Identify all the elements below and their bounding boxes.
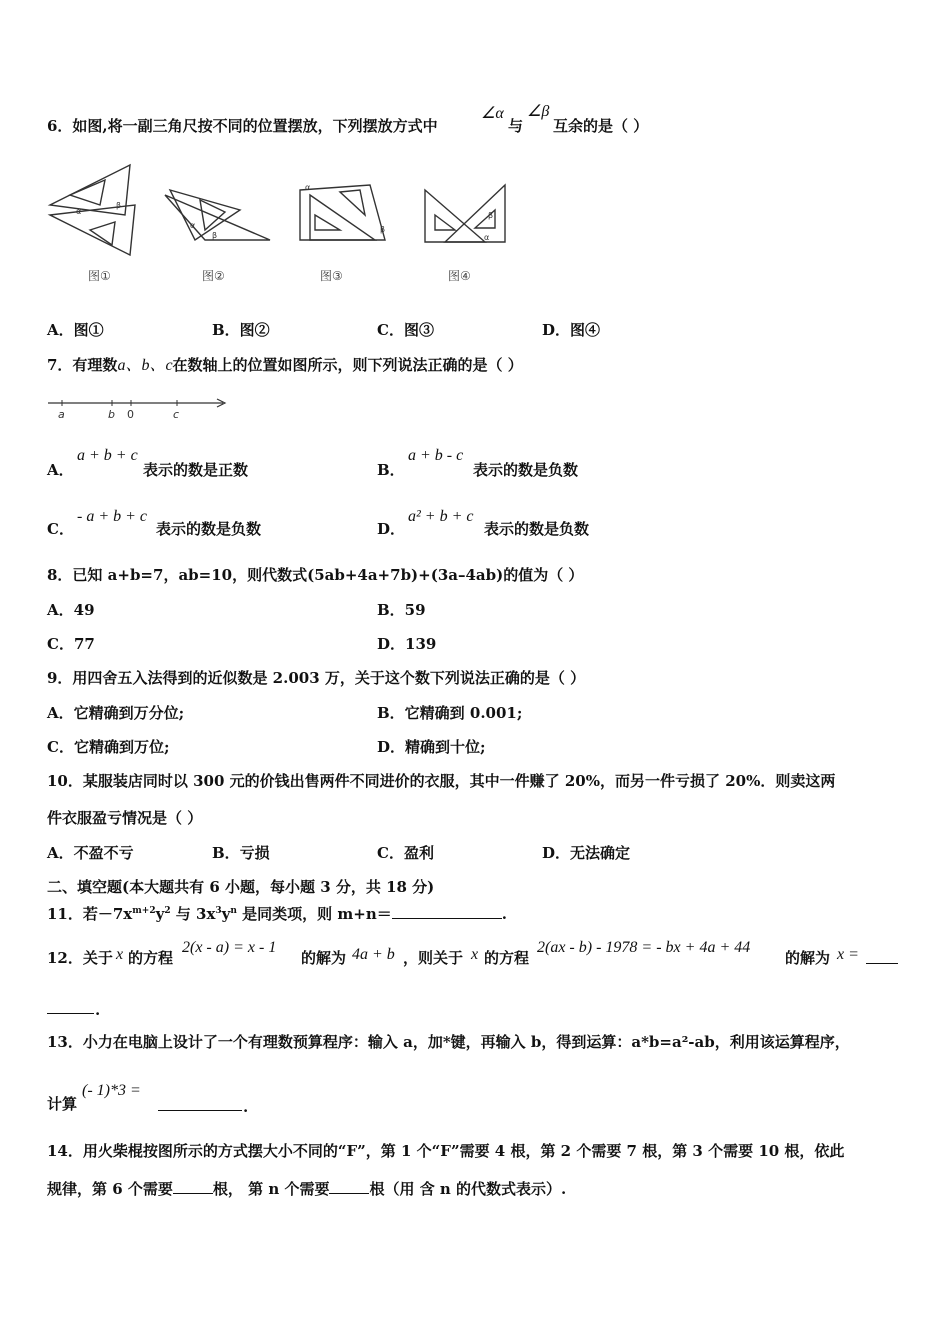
q13-answer-blank[interactable] xyxy=(158,1096,242,1111)
q7-option-c-text: 表示的数是负数 xyxy=(156,520,262,538)
q8-option-a: A．49 xyxy=(47,601,95,619)
q7-option-d-letter: D． xyxy=(377,520,406,538)
q11-sup4: n xyxy=(230,906,237,916)
q7-option-d-expr: a² + b + c xyxy=(408,508,474,525)
figure-label-3: 图③ xyxy=(320,269,343,283)
q7-text-after: 在数轴上的位置如图所示，则下列说法正确的是（ ） xyxy=(172,356,523,374)
axis-label-0: 0 xyxy=(127,408,134,421)
q12-answer-blank-2[interactable] xyxy=(47,999,94,1014)
figure-3-triangles xyxy=(300,183,385,240)
q11-mid3: y xyxy=(221,905,231,923)
q7-vars: a、b、c xyxy=(117,357,173,374)
q14-stem-line1: 14．用火柴棍按图所示的方式摆大小不同的“F”，第 1 个“F”需要 4 根，第 2 个需要 7 根，第 3 个需要 10 根，依此 xyxy=(47,1142,845,1160)
q8-option-c: C．77 xyxy=(47,635,95,653)
figure-label-2: 图② xyxy=(202,269,225,283)
q10-stem-line2: 件衣服盈亏情况是（ ） xyxy=(47,809,203,827)
q9-option-c: C．它精确到万位; xyxy=(47,738,170,756)
svg-text:α: α xyxy=(190,221,196,230)
q12-t4: 的方程 xyxy=(484,949,530,967)
q10-option-c: C．盈利 xyxy=(377,844,434,862)
axis-label-b: b xyxy=(108,408,115,421)
q13-end: . xyxy=(243,1098,249,1116)
q11-sup1: m+2 xyxy=(132,906,156,916)
q7-option-a-expr: a + b + c xyxy=(77,447,138,464)
figure-label-4: 图④ xyxy=(448,269,471,283)
figure-label-1: 图① xyxy=(88,269,111,283)
q6-option-a: A．图① xyxy=(47,321,104,339)
figure-4-triangles xyxy=(425,185,505,242)
figure-1-triangles xyxy=(50,165,135,255)
q9-option-b: B．它精确到 0.001; xyxy=(377,704,523,722)
q13-expr: (- 1)*3 = xyxy=(82,1082,141,1099)
svg-text:α: α xyxy=(484,233,490,242)
q11-sup2: 2 xyxy=(164,906,171,916)
q12-t3: ，则关于 xyxy=(403,949,464,967)
q13-label2: 计算 xyxy=(47,1095,78,1113)
q12-answer-blank-1[interactable] xyxy=(866,949,898,964)
q7-option-b-letter: B． xyxy=(377,461,405,479)
figure-2-triangles xyxy=(165,190,270,240)
q12-x3: x = xyxy=(837,946,859,963)
q7-option-b xyxy=(377,460,405,480)
q12-label: 12．关于 xyxy=(47,949,113,967)
q12-t1: 的方程 xyxy=(128,949,174,967)
q14-stem-line2 xyxy=(47,1179,566,1199)
svg-text:α: α xyxy=(76,207,82,216)
q9-option-a: A．它精确到万分位; xyxy=(47,704,185,722)
q7-option-b-expr: a + b - c xyxy=(408,447,464,464)
section2-heading: 二、填空题(本大题共有 6 小题，每小题 3 分，共 18 分) xyxy=(47,878,435,896)
q14-answer-blank-1[interactable] xyxy=(173,1179,213,1194)
q6-text-before: 6．如图,将一副三角尺按不同的位置摆放，下列摆放方式中 xyxy=(47,117,438,135)
q14-answer-blank-2[interactable] xyxy=(329,1179,369,1194)
q6-option-b: B．图② xyxy=(212,321,270,339)
svg-text:β: β xyxy=(116,201,122,210)
q9-stem: 9．用四舍五入法得到的近似数是 2.003 万，关于这个数下列说法正确的是（ ） xyxy=(47,669,586,687)
q7-stem xyxy=(47,355,523,376)
svg-text:α: α xyxy=(305,183,311,192)
q14-t3: 根（用 含 n 的代数式表示）. xyxy=(369,1180,567,1198)
q8-option-b: B．59 xyxy=(377,601,426,619)
q7-text-before: 7．有理数 xyxy=(47,356,118,374)
q6-connector: 与 xyxy=(508,117,524,135)
q11-mid1: y xyxy=(155,905,165,923)
q7-option-d xyxy=(377,519,405,539)
q6-angle-beta: ∠β xyxy=(527,103,550,120)
q6-option-d: D．图④ xyxy=(542,321,601,339)
q11-sup3: 3 xyxy=(215,906,222,916)
axis-label-a: a xyxy=(58,408,65,421)
q10-option-b: B．亏损 xyxy=(212,844,270,862)
q12-end: . xyxy=(95,1001,101,1019)
q12-t2: 的解为 xyxy=(301,949,347,967)
q7-option-c xyxy=(47,519,74,539)
q8-option-d: D．139 xyxy=(377,635,437,653)
svg-text:β: β xyxy=(380,225,386,234)
q11-text-before: 11．若－7x xyxy=(47,905,133,923)
q10-stem-line1: 10．某服装店同时以 300 元的价钱出售两件不同进价的衣服，其中一件赚了 20%，而另一件亏损了 20%．则卖这两 xyxy=(47,772,836,790)
q7-option-a-letter: A． xyxy=(47,461,74,479)
q12-x1: x xyxy=(116,946,124,963)
q10-option-a: A．不盈不亏 xyxy=(47,844,134,862)
q6-text-after: 互余的是（ ） xyxy=(553,117,649,135)
svg-text:β: β xyxy=(488,211,494,220)
q11-answer-blank[interactable] xyxy=(392,904,502,919)
q11-end: . xyxy=(501,905,507,923)
q9-option-d: D．精确到十位; xyxy=(377,738,486,756)
q7-option-b-text: 表示的数是负数 xyxy=(473,461,579,479)
q11-text-after: 是同类项，则 m+n＝ xyxy=(236,905,392,923)
q14-t1: 规律，第 6 个需要 xyxy=(47,1180,173,1198)
svg-text:β: β xyxy=(212,231,218,240)
q12-t5: 的解为 xyxy=(785,949,831,967)
q7-option-c-expr: - a + b + c xyxy=(77,508,148,525)
q6-angle-alpha: ∠α xyxy=(481,105,504,122)
q7-option-c-letter: C． xyxy=(47,520,74,538)
q10-option-d: D．无法确定 xyxy=(542,844,631,862)
q13-stem-line1: 13．小力在电脑上设计了一个有理数预算程序：输入 a，加*键，再输入 b，得到运算：a*b=a²-ab，利用该运算程序， xyxy=(47,1033,850,1051)
q12-eq1: 2(x - a) = x - 1 xyxy=(182,939,277,956)
q8-stem: 8．已知 a+b=7，ab=10，则代数式(5ab+4a+7b)+(3a–4ab)的值为（ ） xyxy=(47,566,584,584)
q6-stem xyxy=(47,116,438,136)
axis-label-c: c xyxy=(173,408,180,421)
q6-option-c: C．图③ xyxy=(377,321,434,339)
q7-number-line xyxy=(45,393,235,423)
q7-option-a xyxy=(47,460,74,480)
q7-option-d-text: 表示的数是负数 xyxy=(484,520,590,538)
q12-solution: 4a + b xyxy=(352,946,395,963)
q6-figures xyxy=(40,160,560,300)
q12-x2: x xyxy=(471,946,479,963)
q14-t2: 根， 第 n 个需要 xyxy=(212,1180,330,1198)
q7-option-a-text: 表示的数是正数 xyxy=(143,461,249,479)
q11-mid2: 与 3x xyxy=(170,905,216,923)
q11-stem xyxy=(47,901,507,924)
q12-eq2: 2(ax - b) - 1978 = - bx + 4a + 44 xyxy=(537,939,751,956)
